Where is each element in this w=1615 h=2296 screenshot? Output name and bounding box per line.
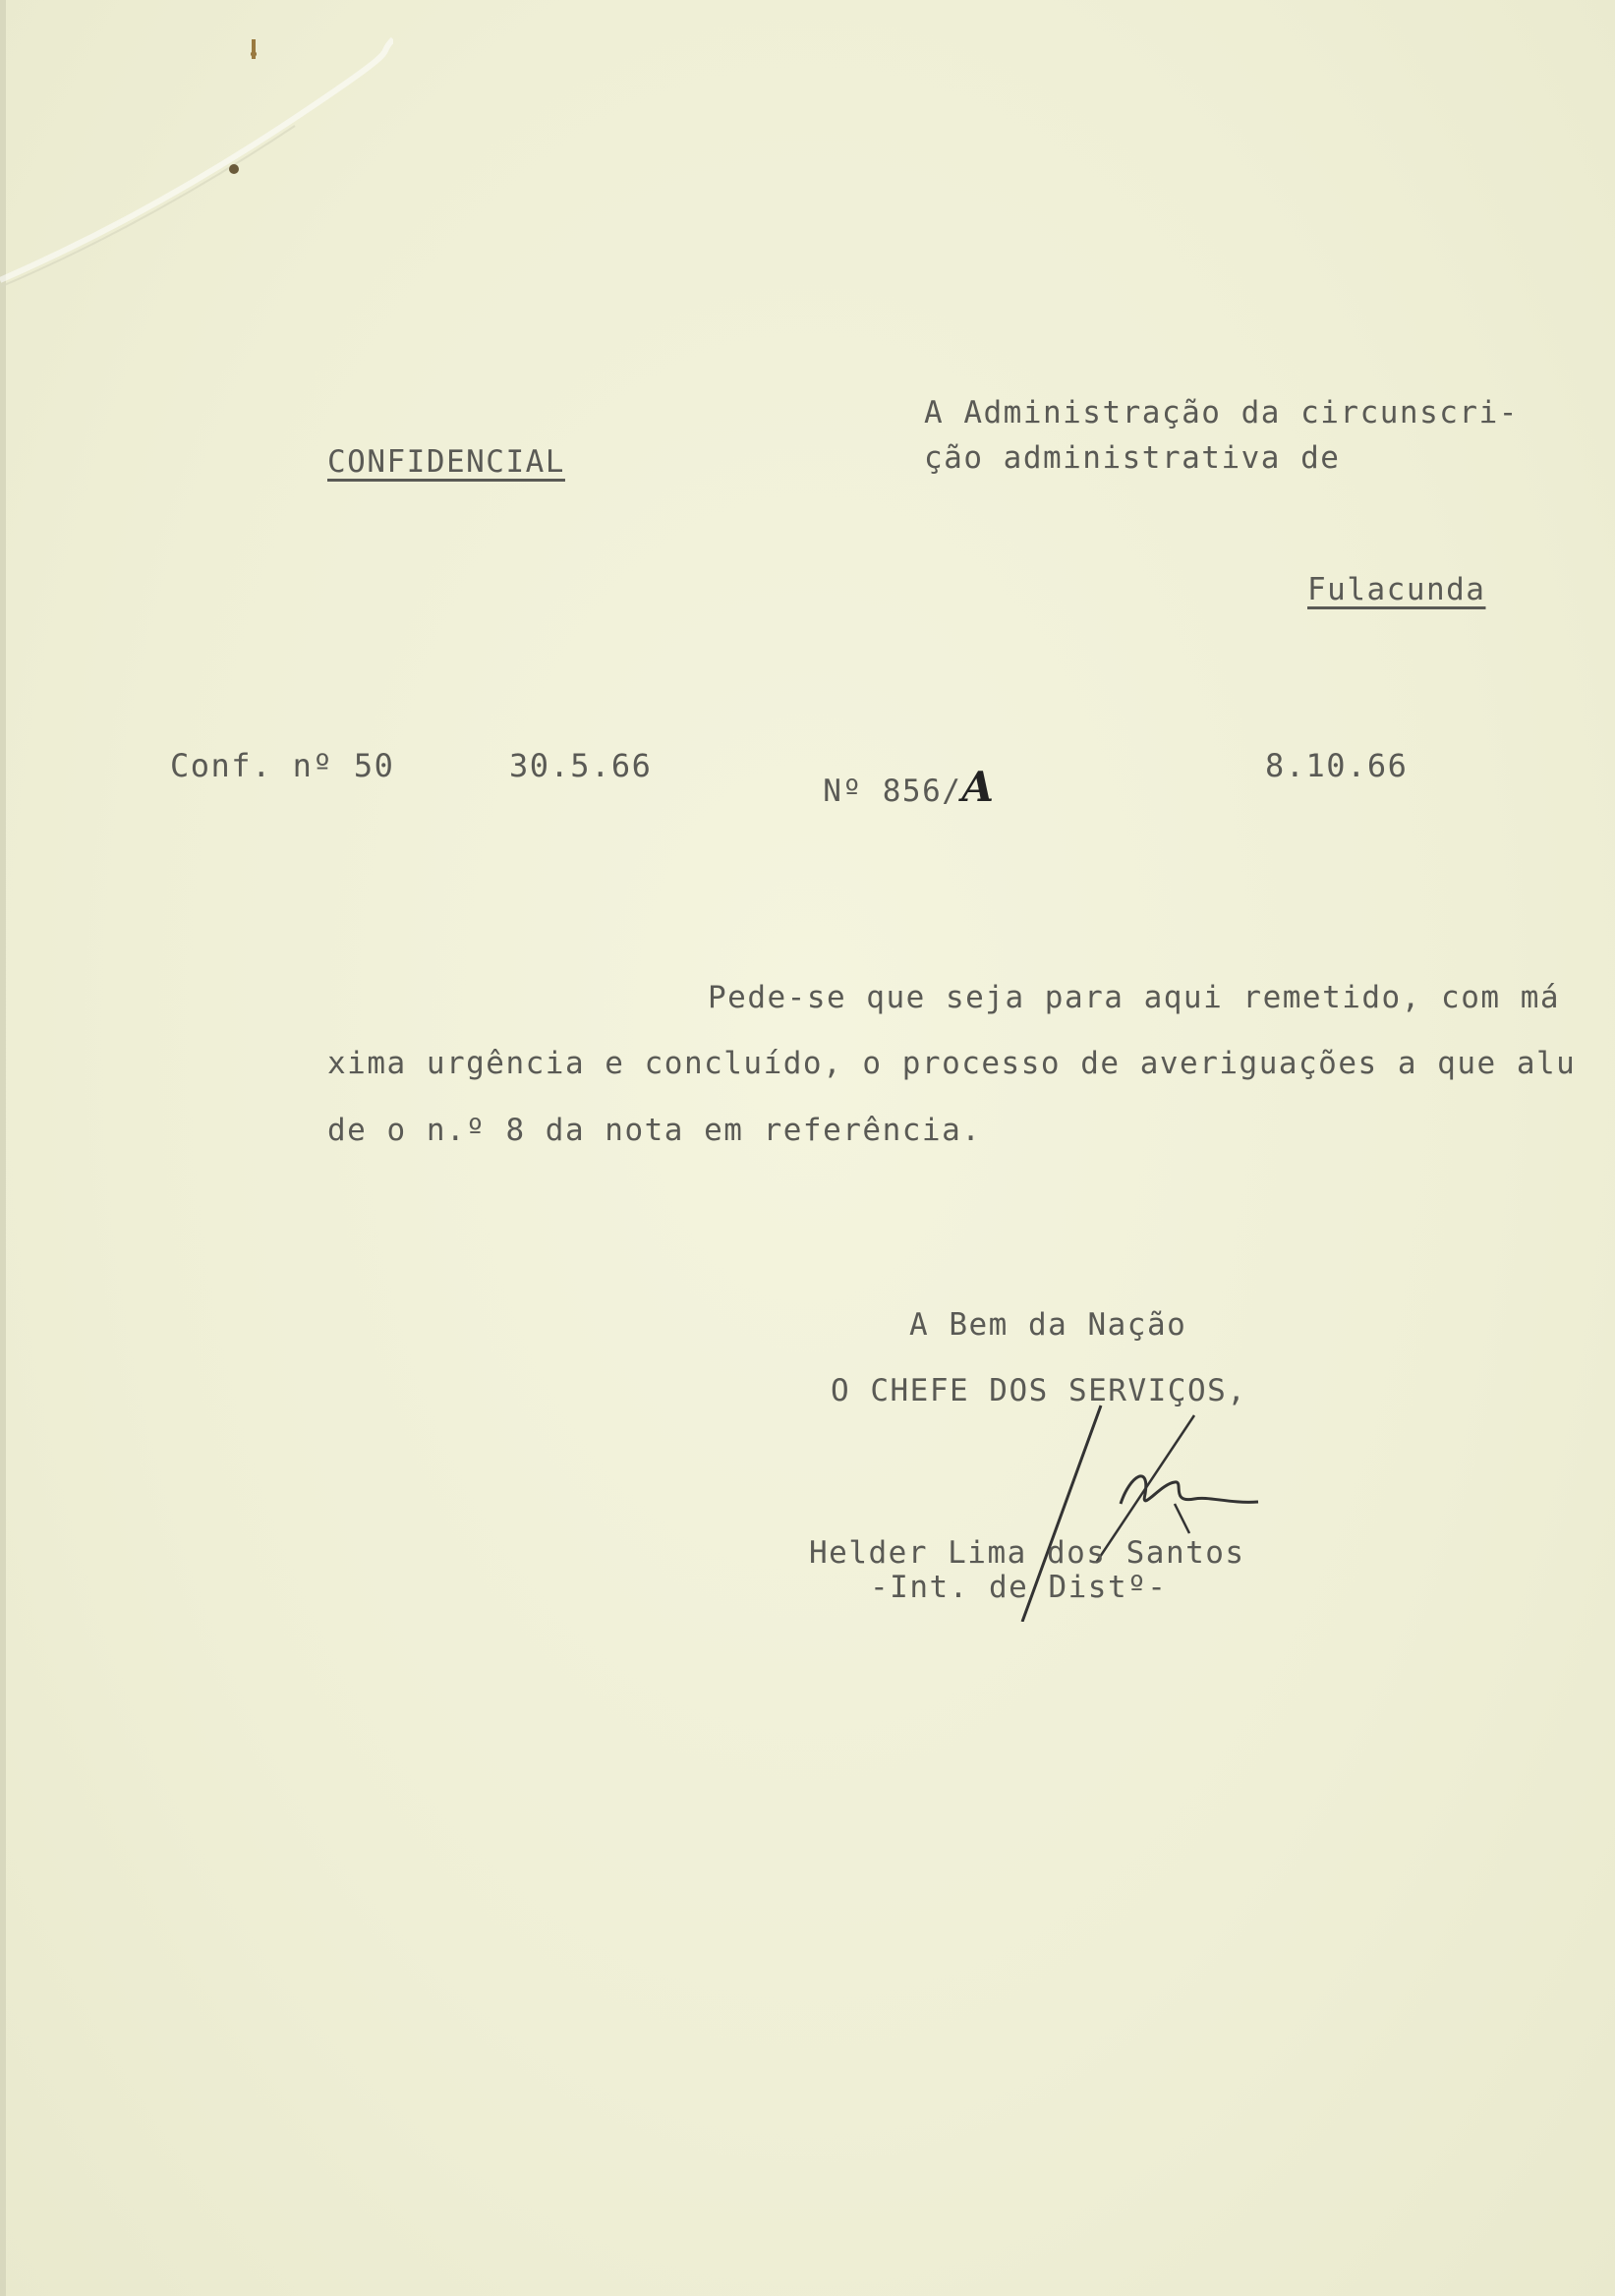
document-date: 8.10.66 — [1265, 747, 1409, 784]
document-number-suffix: A — [961, 763, 995, 811]
document-number-text: Nº 856/ — [823, 774, 962, 809]
recipient-line-2: ção administrativa de — [924, 440, 1341, 476]
conf-reference: Conf. nº 50 — [170, 747, 395, 784]
conf-date: 30.5.66 — [509, 747, 653, 784]
signatory-role: -Int. de Distº- — [870, 1570, 1168, 1605]
classification-heading: CONFIDENCIAL — [327, 444, 565, 480]
signatory-name: Helder Lima dos Santos — [809, 1535, 1245, 1571]
document-number — [804, 744, 994, 811]
body-line-2: xima urgência e concluído, o processo de averiguações a que alu — [327, 1046, 1577, 1081]
recipient-place: Fulacunda — [1307, 572, 1486, 607]
closing-salutation: A Bem da Nação — [909, 1307, 1187, 1343]
body-line-1: Pede-se que seja para aqui remetido, com má — [708, 980, 1561, 1015]
signatory-title: O CHEFE DOS SERVIÇOS, — [831, 1373, 1247, 1408]
recipient-line-1: A Administração da circunscri- — [924, 395, 1519, 430]
paper-crease — [0, 0, 393, 324]
body-line-3: de o n.º 8 da nota em referência. — [327, 1113, 982, 1148]
paper-edge — [0, 0, 6, 2296]
